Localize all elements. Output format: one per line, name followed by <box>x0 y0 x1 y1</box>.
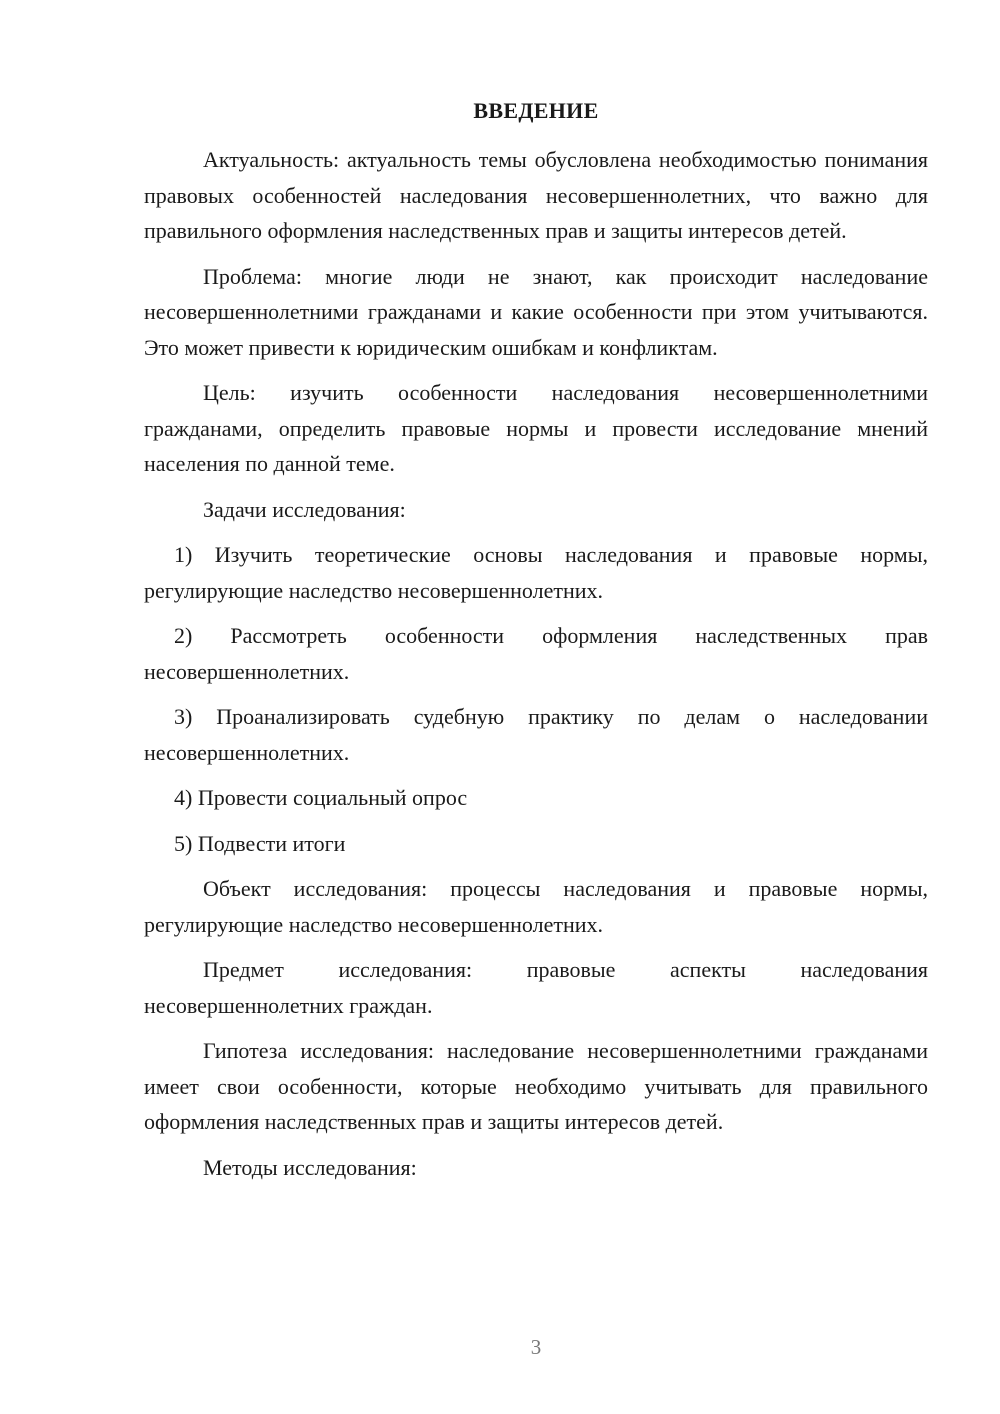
hypothesis-paragraph: Гипотеза исследования: наследование несовершеннолетними гражданами имеет свои особенности, которые необходимо учитывать для правильного оформления наследственных прав и защиты интересов детей. <box>144 1038 928 1134</box>
subject-paragraph: Предмет исследования: правовые аспекты наследования несовершеннолетних граждан. <box>144 957 928 1018</box>
page-number: 3 <box>530 1335 542 1359</box>
relevance-paragraph: Актуальность: актуальность темы обусловлена необходимостью понимания правовых особенностей наследования несовершеннолетних, что важно для правильного оформления наследственных прав и защиты интересов детей. <box>144 147 928 243</box>
document-body <box>144 142 928 1195</box>
task-item-1: 1) Изучить теоретические основы наследования и правовые нормы, регулирующие наследство несовершеннолетних. <box>144 542 928 603</box>
task-item-5: 5) Подвести итоги <box>174 830 346 856</box>
problem-paragraph: Проблема: многие люди не знают, как происходит наследование несовершеннолетними гражданами и какие особенности при этом учитываются. Это может привести к юридическим ошибкам и конфликтам. <box>144 263 928 360</box>
methods-title: Методы исследования: <box>203 1154 417 1180</box>
task-item-4: 4) Провести социальный опрос <box>174 785 468 810</box>
task-item-3: 3) Проанализировать судебную практику по делам о наследовании несовершеннолетних. <box>144 704 928 765</box>
object-paragraph: Объект исследования: процессы наследования и правовые нормы, регулирующие наследство несовершеннолетних. <box>144 876 928 937</box>
goal-paragraph: Цель: изучить особенности наследования несовершеннолетними гражданами, определить правовые нормы и провести исследование мнений населения по данной теме. <box>144 380 928 476</box>
tasks-title: Задачи исследования: <box>203 496 406 522</box>
task-item-2: 2) Рассмотреть особенности оформления наследственных прав несовершеннолетних. <box>144 623 928 684</box>
section-heading: ВВЕДЕНИЕ <box>473 98 599 123</box>
